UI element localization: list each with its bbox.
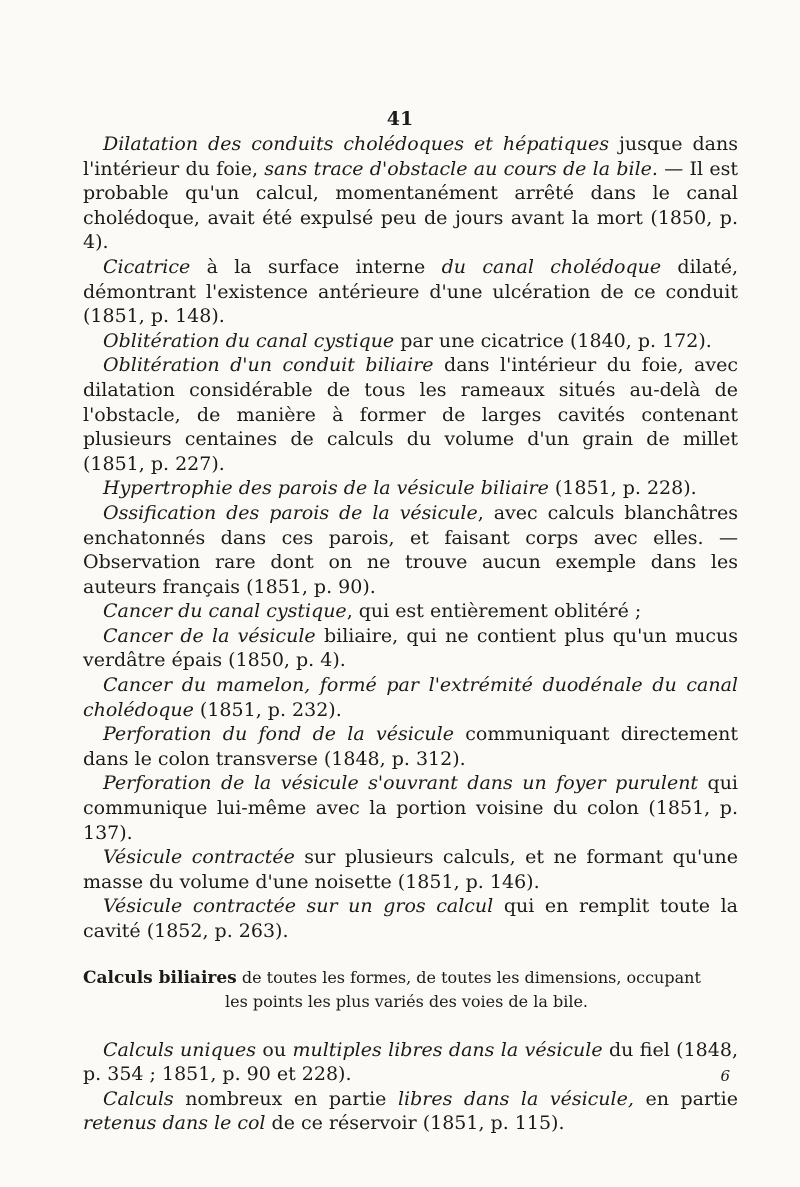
entry-italic: Cancer du canal cystique [103, 600, 347, 623]
entry-13 [83, 894, 738, 943]
entry-text: en partie [633, 1087, 738, 1110]
entry-italic: Calculs uniques [103, 1038, 256, 1061]
entry-text: biliaire, qui ne contient plus qu'un mucus verdâtre épais (1850, p. 4). [83, 624, 738, 672]
entry-text: nombreux en partie [173, 1087, 398, 1110]
entry-text: sur plusieurs calculs, et ne formant qu'une masse du volume d'une noisette (1851, p. 146). [83, 846, 738, 893]
entry-text: du fiel (1848, p. 354 ; 1851, p. 90 et 228). [83, 1038, 738, 1086]
entry-italic: libres dans la vésicule, [397, 1087, 634, 1110]
entry-7 [83, 599, 738, 624]
entry-text: jusque dans l'intérieur du foie, [83, 133, 738, 180]
entry-text: qui communique lui-même avec la portion voisine du colon (1851, p. 137). [83, 772, 739, 844]
entry-italic: Cancer du mamelon, formé par l'extrémité duodénale du canal cholédoque [83, 674, 738, 721]
entry-italic: Cicatrice [103, 255, 191, 278]
entry-italic: Perforation de la vésicule s'ouvrant dans un foyer purulent [103, 772, 699, 795]
entry-text: , avec calculs blanchâtres enchatonnés dans ces parois, et faisant corps avec elles. — Observation rare dont on ne trouve aucun exemple dans les auteurs français (1851, p. 90). [83, 501, 739, 598]
entry-italic: Calculs [103, 1087, 174, 1110]
entry-italic: du canal cholédoque [441, 255, 662, 278]
entry-11 [83, 771, 738, 845]
entry-text: dans l'intérieur du foie, avec dilatation considérable de tous les rameaux situés au-delà de l'obstacle, de manière à former de larges cavités contenant plusieurs centaines de calculs du volume d'un grain de millet (1851, p. 227). [83, 354, 738, 475]
page-number: 41 [386, 108, 414, 130]
entry-italic: multiples libres dans la vésicule [292, 1038, 603, 1061]
entry-15 [83, 1087, 738, 1136]
entry-9 [83, 673, 738, 722]
entry-text: de ce réservoir (1851, p. 115). [265, 1112, 565, 1135]
entry-text: ou [256, 1038, 293, 1061]
entry-4 [83, 353, 738, 476]
entry-italic: Dilatation des conduits cholédoques et hépatiques [103, 133, 609, 155]
entry-italic: sans trace d'obstacle au cours de la bile. [264, 157, 658, 180]
entry-1 [83, 132, 738, 255]
section-subheading [83, 966, 738, 1014]
section-subheading-lead: Calculs biliaires [83, 967, 237, 988]
entry-12 [83, 845, 738, 894]
entry-italic: Ossification des parois de la vésicule [103, 501, 478, 524]
entry-5 [83, 476, 738, 501]
entry-6 [83, 501, 738, 599]
signature-mark: 6 [720, 1067, 730, 1085]
entry-italic: Oblitération d'un conduit biliaire [103, 354, 434, 377]
entry-text: par une cicatrice (1840, p. 172). [394, 329, 712, 352]
entry-text: — Il est probable qu'un calcul, momentanément arrêté dans le canal cholédoque, avait été expulsé peu de jours avant la mort (1850, p. 4). [83, 157, 738, 254]
entry-italic: Oblitération du canal cystique [103, 329, 395, 352]
entry-2 [83, 255, 738, 329]
section-subheading-continuation: les points les plus variés des voies de la bile. [225, 991, 588, 1011]
entry-text: communiquant directement dans le colon transverse (1848, p. 312). [83, 723, 739, 770]
entry-italic: retenus dans le col [83, 1112, 266, 1135]
entry-italic: Vésicule contractée [103, 846, 295, 869]
entry-3 [83, 329, 738, 354]
entry-italic: Cancer de la vésicule [103, 624, 316, 647]
entry-text: dilaté, démontrant l'existence antérieure d'une ulcération de ce conduit (1851, p. 148). [83, 255, 738, 328]
entry-text: (1851, p. 232). [193, 698, 342, 721]
entry-italic: Vésicule contractée sur un gros calcul [103, 895, 494, 918]
body-text [83, 132, 738, 1136]
entry-text: à la surface interne [190, 255, 442, 278]
entry-italic: Hypertrophie des parois de la vésicule biliaire [103, 477, 549, 500]
section-subheading-text: de toutes les formes, de toutes les dimensions, occupant [236, 967, 701, 987]
entry-text: (1851, p. 228). [548, 477, 697, 500]
entry-10 [83, 722, 738, 771]
entry-text: , qui est entièrement oblitéré ; [346, 600, 642, 623]
entry-14 [83, 1038, 738, 1087]
entry-text: qui en remplit toute la cavité (1852, p. 263). [83, 895, 738, 942]
entry-italic: Perforation du fond de la vésicule [103, 723, 454, 746]
entry-8 [83, 624, 738, 673]
